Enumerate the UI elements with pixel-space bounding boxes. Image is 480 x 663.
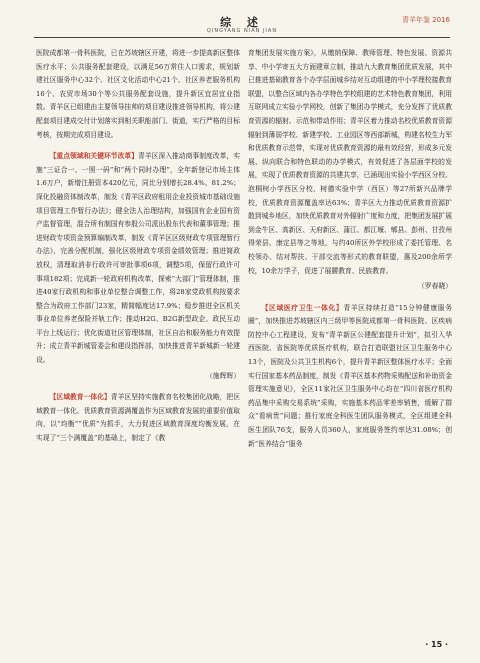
section-heading: 【重点领域和关键环节改革】	[49, 152, 138, 161]
left-column	[36, 47, 240, 446]
page-header	[34, 12, 450, 38]
section-body: 青羊区深入推动商事制度改革，实施“三证合一、一照一码”和“两个同时办理”，全年新登记市场主体1.6万户，新增注册资本420亿元，同比分别增长28.4%、81.2%；深化投融资体制改革，制发《青羊区政府租用企业投资城市基础设施项目管理工作暂行办法》；健全法人治理结构，加强国有企业国有资产监督管理，混合所有制国有参股公司派出股东代表和董事管理；推进财政专项资金预算编制改革，制发《青羊区区级财政专项管理暂行办法》，完善分配机制，强化区级财政专项资金绩效管理；推进简政放权，清理取消非行政许可审批事项6项，调整5项，保留行政许可事项182项；完成新一轮政府机构改革，探索“大部门”管理体制，推进40家行政机构和事业单位整合调整工作，将28家党政机构按要求整合为政府工作部门23家，精简幅度达17.9%；稳步推进全区机关事业单位养老保险并轨工作；推动H2G、B2G新型政企、政民互动平台上线运行；优化街道社区管理体制，社区自治和服务能力有效提升；成立青羊新城管委会和建设指挥部，加快推进青羊新城新一轮建设。	[36, 152, 241, 365]
section-heading: 【区域教育一体化】	[49, 393, 111, 402]
paragraph: 医院成都第一骨科医院，已在苏坡辖区开建，将进一步提高新区整体医疗水平；公共服务配套建设，以满足56万常住人口需求，规划新建社区服务中心32个、社区文化活动中心21个、社区养老服务机构16个、农贸市场30个等公共服务配套设施，提升新区宜居宜业指数。青羊区已组建由主要领导挂帅的项目建设推进领导机构，将公建配套项目建成交付计划落实到相关职能部门、街道，实行严格的目标考核，按期完成项目建设。	[36, 49, 240, 139]
header-rule	[34, 37, 450, 38]
section-heading: 【区域医疗卫生一体化】	[261, 303, 344, 312]
section-body: 青羊区坚持实施教育名校集团化战略，把区域教育一体化、优质教育资源满覆盖作为区域教育发展的重要价值取向，以“均衡”“优质”为抓手，大力促进区域教育深度均衡发展，在实现了“三个满覆盖”的基础上，制定了《教	[36, 393, 240, 443]
section-subtitle: QINGYANG NIAN JIAN	[206, 28, 278, 34]
paragraph	[248, 302, 452, 452]
yearbook-label: 青羊年鉴 2016	[401, 16, 450, 24]
author-signature: （施辉辉）	[206, 371, 240, 380]
paragraph	[36, 391, 240, 445]
section-title: 综 述	[220, 16, 264, 29]
right-column	[248, 47, 452, 451]
section-body: 青羊区持续打造“15分钟健康服务圈”，加快推进苏坡辖区内三级甲等医院成都第一骨科医院、区疾病防控中心工程建设，发布“青羊新区公建配套提升计划”，拟引入华西医院、省医院等优质医疗机构，联合打造联盟社区卫生服务中心13个，医院及公共卫生机构6个，提升青羊新区整体医疗水平；全面实行国家基本药品制度，制发《青羊区基本药物采购配送和补助资金管理实施意见》，全区11家社区卫生服务中心均在“四川省医疗机构药品集中采购交易系统”采购，实施基本药品零差率销售，缓解了群众“看病贵”问题；推行家庭全科医生团队服务模式，全区组建全科医生团队76支，服务人员360人，家庭服务签约率达31.08%；创新“医养结合”服务	[248, 303, 453, 448]
paragraph: 育集团发展实施方案》，从缴纳保障、教师管理、特色发展、资源共享、中小学寄五大方面建章立制，推动九大教育集团优质发展，其中已推进基础教育各个办学层面城乡结对互动组建的中小学理校接教育联盟，以整合区域内各办学特色学校组建的艺术特色教育集团，利用互联网成立实验小学网校，创新了集团办学模式，充分发挥了优质教育资源的辐射、示范和带动作用；青羊区着力推动名校优质教育资源辐射到薄弱学校、新建学校、工业园区等西部新城，构建名校生力军和优质教育示范带，实现对优质教育资源的最有效经营，形成多元发展、纵向联合和特色联动的办学模式，有效促进了各层面学校的发展，实现了优质教育资源的共建共享，已涌现出实验小学西区分校、泡桐树小学西区分校、树德实验中学（西区）等27所新兴品牌学校，优质教育资源覆盖率达63%；青羊区大力推动优质教育资源扩散到城乡地区，加快优质教育对外辐射广度和力度，把集团发展扩展到金牛区、高新区、天府新区、蒲江、都江堰、郫县、彭州、甘孜州得荣县、康定县等之等地，与约40所区外学校形成了委托管理、名校领办、结对帮扶、干部交流等形式的教育联盟，惠及200余所学校，10余万学子，促进了展腰教育、民族教育。	[248, 49, 452, 275]
paragraph	[36, 150, 240, 368]
page-number: · 15 ·	[425, 640, 448, 649]
author-signature: （罗春晓）	[418, 282, 452, 291]
